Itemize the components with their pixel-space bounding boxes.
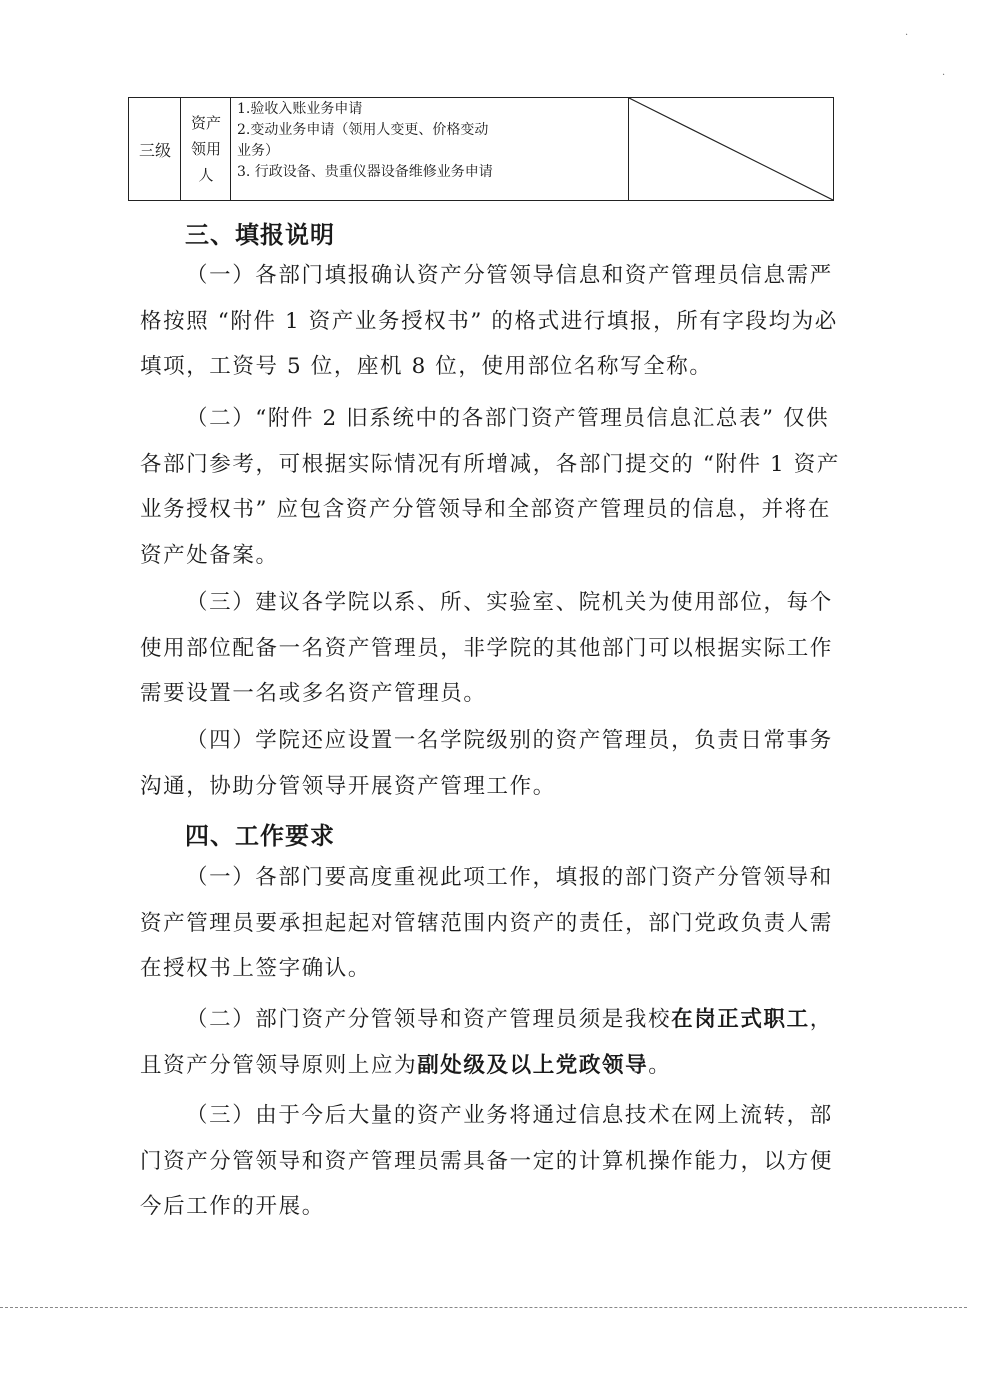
permission-item: 3. 行政设备、贵重仪器设备维修业务申请: [237, 164, 493, 180]
paragraph-4-1: （一）各部门要高度重视此项工作，填报的部门资产分管领导和 资产管理员要承担起起对管辖范围内资产的责任，部门党政负责人需 在授权书上签字确认。: [140, 865, 834, 981]
permission-item: 业务）: [237, 143, 279, 159]
permission-item: 1.验收入账业务申请: [237, 101, 363, 117]
level-label: 三级: [138, 141, 171, 160]
paragraph-3-2: （二）“附件 2 旧系统中的各部门资产管理员信息汇总表” 仅供 各部门参考，可根据实际情况有所增减，各部门提交的 “附件 1 资产 业务授权书” 应包含资产分管领导和全部资产管理员的信息，并将在 资产处备案。: [140, 406, 840, 568]
paragraph-3-3: （三）建议各学院以系、所、实验室、院机关为使用部位，每个 使用部位配备一名资产管理员，非学院的其他部门可以根据实际工作 需要设置一名或多名资产管理员。: [140, 590, 834, 706]
table-cell-role: [181, 98, 231, 200]
role-label: 资产 领用 人: [190, 114, 221, 184]
emphasis-text: 在岗正式职工: [671, 1007, 810, 1032]
permission-table: [128, 97, 834, 201]
section-heading-4: 四、工作要求: [185, 822, 335, 850]
emphasis-text: 副处级及以上党政领导: [417, 1052, 649, 1078]
paragraph-3-1: （一）各部门填报确认资产分管领导信息和资产管理员信息需严 格按照 “附件 1 资产业务授权书” 的格式进行填报，所有字段均为必 填项，工资号 5 位，座机 8 位，使用部位名称写全称。: [140, 263, 838, 379]
scan-mark: ·: [942, 70, 946, 81]
table-cell-permissions: [231, 98, 629, 200]
footer-divider: [0, 1307, 967, 1308]
table-cell-empty: [629, 98, 833, 200]
scan-mark: ·: [905, 30, 909, 41]
paragraph-4-3: （三）由于今后大量的资产业务将通过信息技术在网上流转，部 门资产分管领导和资产管理员需具备一定的计算机操作能力，以方便 今后工作的开展。: [140, 1103, 834, 1219]
section-heading-3: 三、填报说明: [185, 221, 335, 249]
permission-item: 2.变动业务申请（领用人变更、价格变动: [237, 122, 489, 138]
diagonal-strike: [629, 98, 833, 200]
table-cell-level: [129, 98, 181, 200]
paragraph-4-2: （二）部门资产分管领导和资产管理员须是我校在岗正式职工， 且资产分管领导原则上应为副处级及以上党政领导。: [140, 1007, 833, 1078]
paragraph-3-4: （四）学院还应设置一名学院级别的资产管理员，负责日常事务 沟通，协助分管领导开展资产管理工作。: [140, 728, 833, 799]
permission-list: [237, 99, 624, 183]
